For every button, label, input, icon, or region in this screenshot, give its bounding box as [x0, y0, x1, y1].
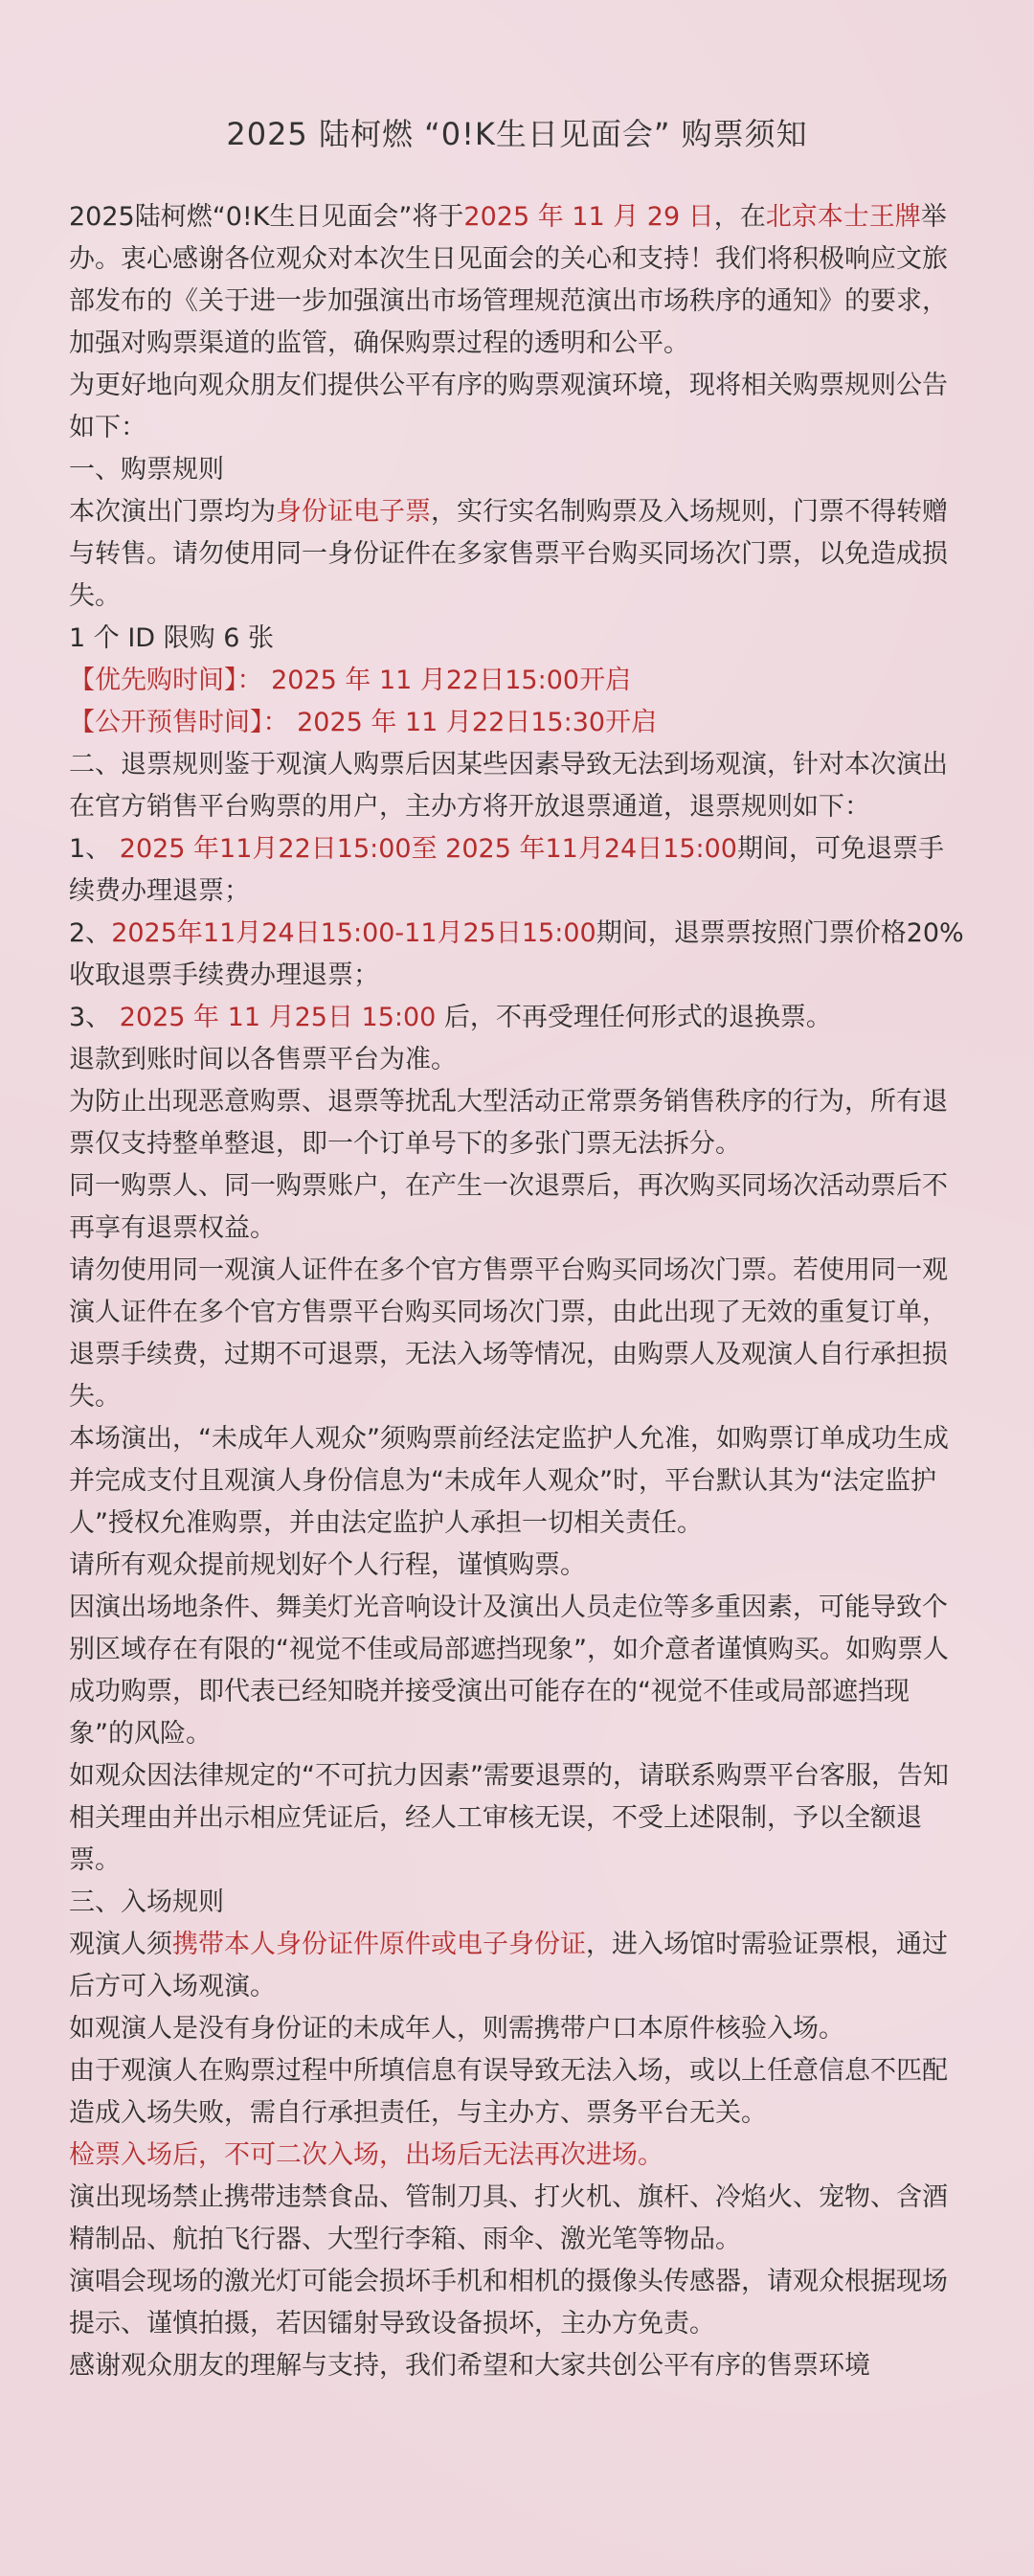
purchase-rule-paragraph [69, 491, 969, 618]
public-label: 【公开预售时间】 [69, 708, 263, 737]
duplicate-purchase-paragraph: 请勿使用同一观演人证件在多个官方售票平台购买同场次门票。若使用同一观演人证件在多个官方售票平台购买同场次门票，由此出现了无效的重复订单，退票手续费，过期不可退票，无法入场等情况，由购票人及观演人自行承担损失。 [69, 1255, 948, 1412]
no-reentry-notice: 检票入场后，不可二次入场，出场后无法再次进场。 [69, 2140, 663, 2170]
section-heading-refund: 二、退票规则鉴于观演人购票后因某些因素导致无法到场观演，针对本次演出在官方销售平台购票的用户，主办方将开放退票通道，退票规则如下： [69, 750, 948, 822]
refund-rule-1 [69, 828, 969, 913]
refund-rule-3-time: 2025 年 11 月25日 15:00 [119, 1003, 437, 1032]
entry-info-error-paragraph: 由于观演人在购票过程中所填信息有误导致无法入场，或以上任意信息不匹配造成入场失败，需自行承担责任，与主办方、票务平台无关。 [69, 2056, 948, 2128]
minor-audience-paragraph: 本场演出，“未成年人观众”须购票前经法定监护人允准，如购票订单成功生成并完成支付且观演人身份信息为“未成年人观众”时，平台默认其为“法定监护人”授权允准购票，并由法定监护人承担一切相关责任。 [69, 1424, 949, 1538]
intro-text-a: 2025陆柯燃“0!K生日见面会”将于 [69, 202, 464, 232]
entry-minor-paragraph: 如观演人是没有身份证的未成年人，则需携带户口本原件核验入场。 [69, 2014, 844, 2044]
priority-label: 【优先购时间】 [69, 666, 237, 695]
intro-paragraph [69, 196, 969, 365]
public-time: ： 2025 年 11 月22日15:30开启 [262, 708, 658, 737]
ticket-type: 身份证电子票 [276, 497, 431, 527]
refund-rule-2 [69, 913, 969, 997]
plan-ahead-paragraph: 请所有观众提前规划好个人行程，谨慎购票。 [69, 1550, 586, 1580]
notice-body [69, 196, 969, 2387]
force-majeure-paragraph: 如观众因法律规定的“不可抗力因素”需要退票的，请联系购票平台客服，告知相关理由并出示相应凭证后，经人工审核无误，不受上述限制，予以全额退票。 [69, 1761, 949, 1875]
entry-id-requirement: 携带本人身份证件原件或电子身份证 [172, 1930, 586, 1959]
refund-arrival-paragraph: 退款到账时间以各售票平台为准。 [69, 1045, 457, 1074]
entry-text-a: 观演人须 [69, 1930, 172, 1959]
intro-text-b: ，在 [713, 202, 766, 232]
refund-rule-1-period: 2025 年11月22日15:00至 2025 年11月24日15:00 [119, 834, 737, 864]
refund-rule-3-num: 3、 [69, 1003, 120, 1032]
purchase-text-a: 本次演出门票均为 [69, 497, 276, 527]
priority-time-line [69, 660, 969, 702]
prohibited-items-paragraph: 演出现场禁止携带违禁食品、管制刀具、打火机、旗杆、冷焰火、宠物、含酒精制品、航拍飞行器、大型行李箱、雨伞、激光笔等物品。 [69, 2182, 948, 2254]
view-obstruction-paragraph: 因演出场地条件、舞美灯光音响设计及演出人员走位等多重因素，可能导致个别区域存在有限的“视觉不佳或局部遮挡现象”，如介意者谨慎购买。如购票人成功购票，即代表已经知晓并接受演出可能存在的“视觉不佳或局部遮挡现象”的风险。 [69, 1593, 949, 1749]
section-heading-entry: 三、入场规则 [69, 1887, 224, 1917]
thanks-paragraph: 感谢观众朋友的理解与支持，我们希望和大家共创公平有序的售票环境 [69, 2351, 870, 2381]
priority-time: ： 2025 年 11 月22日15:00开启 [236, 666, 632, 695]
refund-same-buyer-paragraph: 同一购票人、同一购票账户，在产生一次退票后，再次购买同场次活动票后不再享有退票权益。 [69, 1171, 948, 1243]
refund-whole-order-paragraph: 为防止出现恶意购票、退票等扰乱大型活动正常票务销售秩序的行为，所有退票仅支持整单整退，即一个订单号下的多张门票无法拆分。 [69, 1087, 948, 1159]
refund-rule-2-num: 2、 [69, 918, 112, 948]
public-time-line [69, 702, 969, 744]
laser-warning-paragraph: 演唱会现场的激光灯可能会损坏手机和相机的摄像头传感器，请观众根据现场提示、谨慎拍摄，若因镭射导致设备损坏，主办方免责。 [69, 2267, 948, 2339]
page-title: 2025 陆柯燃 “0!K生日见面会” 购票须知 [226, 116, 808, 152]
refund-rule-1-text: 期间，可免退票手续费办理退票； [69, 834, 944, 906]
refund-rule-2-text: 期间，退票票按照门票价格20%收取退票手续费办理退票； [69, 918, 964, 990]
purchase-text-b: ，实行实名制购票及入场规则，门票不得转赠与转售。请勿使用同一身份证件在多家售票平台购买同场次门票，以免造成损失。 [69, 497, 948, 611]
event-date: 2025 年 11 月 29 日 [463, 202, 714, 232]
entry-text-b: ，进入场馆时需验证票根，通过后方可入场观演。 [69, 1930, 948, 2001]
refund-rule-3-text: 后，不再受理任何形式的退换票。 [436, 1003, 832, 1032]
refund-rule-1-num: 1、 [69, 834, 120, 864]
purchase-limit: 1 个 ID 限购 6 张 [69, 623, 275, 653]
refund-rule-3 [69, 997, 969, 1039]
intro-text-c: 举办。衷心感谢各位观众对本次生日见面会的关心和支持！我们将积极响应文旅部发布的《关于进一步加强演出市场管理规范演出市场秩序的通知》的要求，加强对购票渠道的监管，确保购票过程的透明和公平。 [69, 202, 948, 358]
refund-rule-2-period: 2025年11月24日15:00-11月25日15:00 [111, 918, 596, 948]
section-heading-purchase: 一、购票规则 [69, 455, 224, 485]
event-venue: 北京本士王牌 [765, 202, 921, 232]
entry-id-paragraph [69, 1924, 969, 2008]
intro-notice: 为更好地向观众朋友们提供公平有序的购票观演环境，现将相关购票规则公告如下： [69, 371, 948, 442]
